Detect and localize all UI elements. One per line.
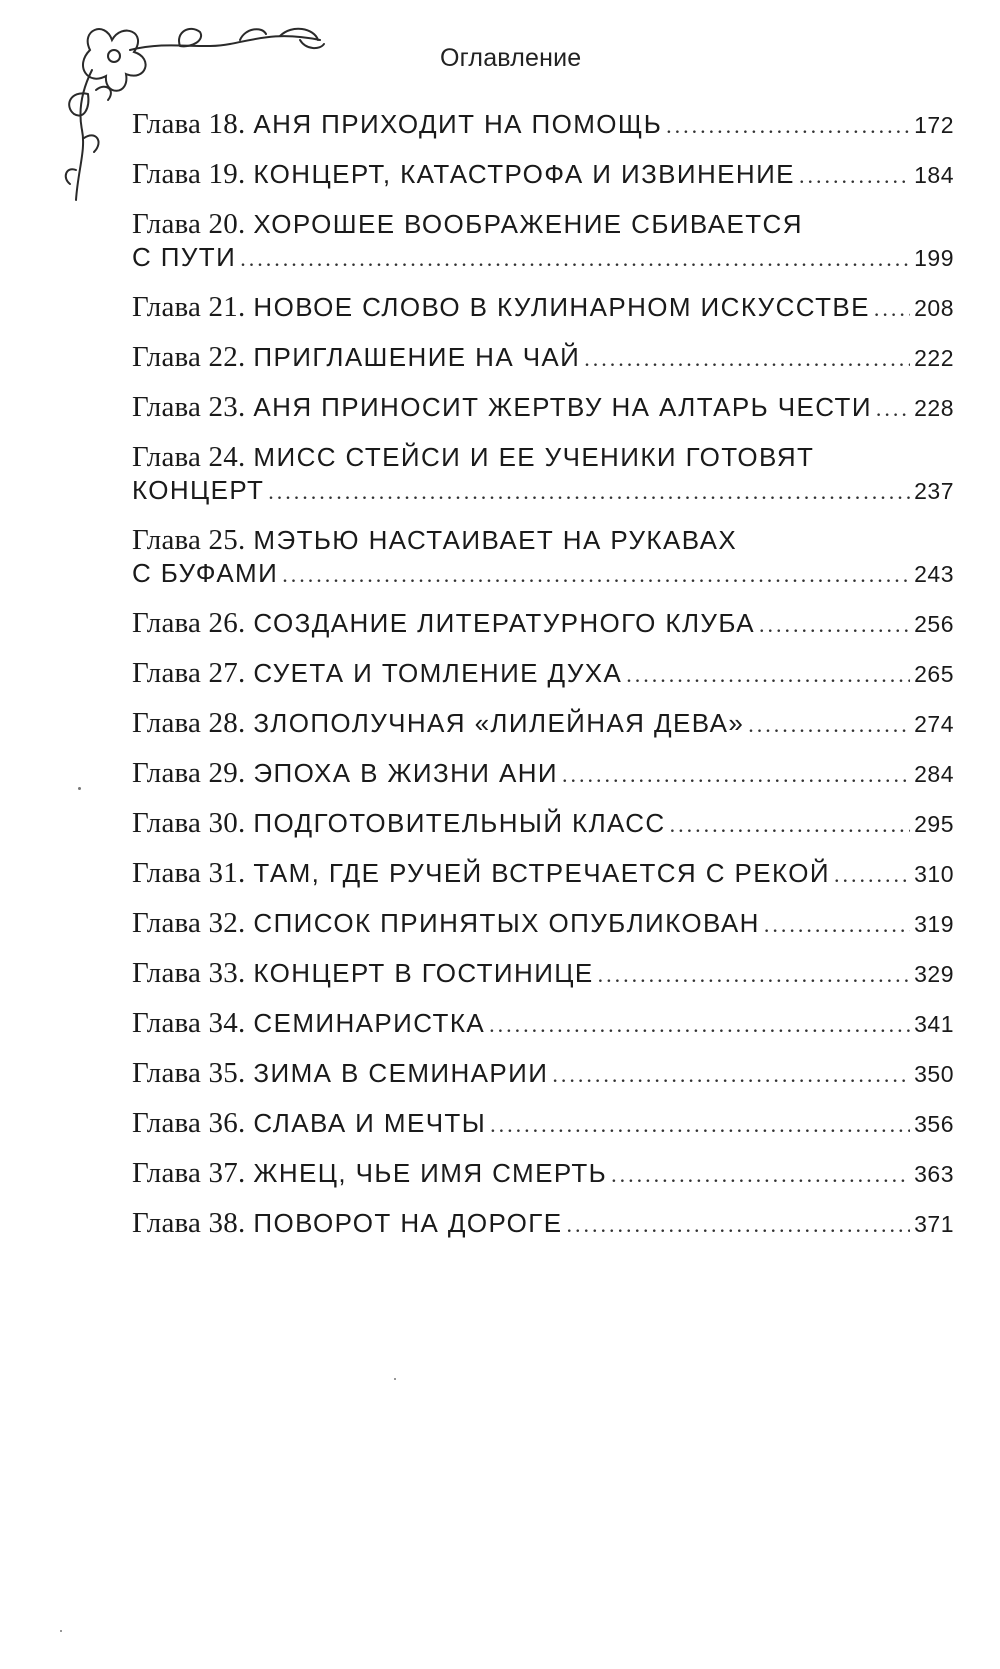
dot-leader (562, 758, 910, 791)
toc-entry (132, 907, 954, 941)
dot-leader (748, 708, 910, 741)
toc-entry (132, 607, 954, 641)
chapter-title: ЭПОХА В ЖИЗНИ АНИ (253, 758, 559, 788)
dot-leader (626, 658, 910, 691)
chapter-prefix: Глава 34. (132, 1007, 246, 1039)
page-number: 172 (914, 112, 954, 138)
dot-leader (764, 908, 910, 941)
chapter-prefix: Глава 32. (132, 907, 246, 939)
page-number: 295 (914, 811, 954, 837)
running-head: Оглавление (440, 44, 582, 72)
chapter-title: ПРИГЛАШЕНИЕ НА ЧАЙ (253, 342, 581, 372)
toc-entry (132, 807, 954, 841)
chapter-title: ХОРОШЕЕ ВООБРАЖЕНИЕ СБИВАЕТСЯ (253, 209, 803, 239)
dot-leader (611, 1158, 910, 1191)
chapter-title: СЕМИНАРИСТКА (253, 1008, 486, 1038)
chapter-title: СУЕТА И ТОМЛЕНИЕ ДУХА (253, 658, 623, 688)
toc-entry (132, 757, 954, 791)
page-number: 208 (914, 295, 954, 321)
chapter-title: МИСС СТЕЙСИ И ЕЕ УЧЕНИКИ ГОТОВЯТ (253, 442, 815, 472)
page-number: 329 (914, 961, 954, 987)
chapter-title: ЖНЕЦ, ЧЬЕ ИМЯ СМЕРТЬ (253, 1158, 608, 1188)
chapter-prefix: Глава 23. (132, 391, 246, 423)
toc-entry (132, 291, 954, 325)
toc-entry (132, 957, 954, 991)
chapter-title: ЗЛОПОЛУЧНАЯ «ЛИЛЕЙНАЯ ДЕВА» (253, 708, 745, 738)
page-number: 274 (914, 711, 954, 737)
dot-leader (874, 292, 910, 325)
toc-entry (132, 857, 954, 891)
page-number: 199 (914, 245, 954, 271)
dot-leader (490, 1108, 910, 1141)
toc-entry (132, 1207, 954, 1241)
page-number: 350 (914, 1061, 954, 1087)
toc-entry (132, 524, 954, 591)
chapter-title: МЭТЬЮ НАСТАИВАЕТ НА РУКАВАХ (253, 525, 738, 555)
chapter-title-continuation: КОНЦЕРТ (132, 475, 265, 505)
chapter-title-continuation: С ПУТИ (132, 242, 237, 272)
table-of-contents (132, 108, 954, 1257)
chapter-prefix: Глава 19. (132, 158, 246, 190)
dot-leader (282, 558, 910, 591)
dot-leader (670, 808, 911, 841)
page-number: 356 (914, 1111, 954, 1137)
chapter-prefix: Глава 30. (132, 807, 246, 839)
chapter-title: АНЯ ПРИНОСИТ ЖЕРТВУ НА АЛТАРЬ ЧЕСТИ (253, 392, 872, 422)
chapter-prefix: Глава 31. (132, 857, 246, 889)
chapter-prefix: Глава 28. (132, 707, 246, 739)
dot-leader (666, 109, 910, 142)
print-speck (394, 1378, 396, 1380)
chapter-prefix: Глава 18. (132, 108, 246, 140)
chapter-prefix: Глава 26. (132, 607, 246, 639)
chapter-prefix: Глава 24. (132, 441, 246, 473)
chapter-prefix: Глава 20. (132, 208, 246, 240)
toc-entry (132, 1007, 954, 1041)
chapter-prefix: Глава 29. (132, 757, 246, 789)
dot-leader (584, 342, 910, 375)
toc-entry (132, 1057, 954, 1091)
chapter-title: АНЯ ПРИХОДИТ НА ПОМОЩЬ (253, 109, 663, 139)
page-number: 371 (914, 1211, 954, 1237)
page-number: 363 (914, 1161, 954, 1187)
chapter-title: ЗИМА В СЕМИНАРИИ (253, 1058, 549, 1088)
dot-leader (489, 1008, 910, 1041)
chapter-title: СЛАВА И МЕЧТЫ (253, 1108, 487, 1138)
dot-leader (759, 608, 910, 641)
page-number: 319 (914, 911, 954, 937)
toc-entry (132, 441, 954, 508)
page-number: 265 (914, 661, 954, 687)
dot-leader (240, 242, 910, 275)
page-number: 222 (914, 345, 954, 371)
dot-leader (598, 958, 910, 991)
toc-entry (132, 1107, 954, 1141)
toc-entry (132, 1157, 954, 1191)
chapter-prefix: Глава 37. (132, 1157, 246, 1189)
toc-entry (132, 158, 954, 192)
chapter-prefix: Глава 27. (132, 657, 246, 689)
chapter-title-continuation: С БУФАМИ (132, 558, 279, 588)
chapter-title: ПОВОРОТ НА ДОРОГЕ (253, 1208, 563, 1238)
dot-leader (552, 1058, 910, 1091)
page-number: 284 (914, 761, 954, 787)
chapter-title: КОНЦЕРТ, КАТАСТРОФА И ИЗВИНЕНИЕ (253, 159, 795, 189)
chapter-prefix: Глава 21. (132, 291, 246, 323)
chapter-title: КОНЦЕРТ В ГОСТИНИЦЕ (253, 958, 594, 988)
chapter-prefix: Глава 36. (132, 1107, 246, 1139)
chapter-prefix: Глава 25. (132, 524, 246, 556)
chapter-title: НОВОЕ СЛОВО В КУЛИНАРНОМ ИСКУССТВЕ (253, 292, 870, 322)
page-number: 228 (914, 395, 954, 421)
dot-leader (268, 475, 910, 508)
print-speck (78, 787, 81, 790)
dot-leader (567, 1208, 911, 1241)
chapter-title: ТАМ, ГДЕ РУЧЕЙ ВСТРЕЧАЕТСЯ С РЕКОЙ (253, 858, 830, 888)
chapter-title: СПИСОК ПРИНЯТЫХ ОПУБЛИКОВАН (253, 908, 760, 938)
toc-entry (132, 707, 954, 741)
page-number: 237 (914, 478, 954, 504)
page-number: 256 (914, 611, 954, 637)
toc-entry (132, 391, 954, 425)
dot-leader (834, 858, 910, 891)
chapter-prefix: Глава 35. (132, 1057, 246, 1089)
print-speck (60, 1630, 62, 1632)
toc-entry (132, 341, 954, 375)
page-number: 184 (914, 162, 954, 188)
page-number: 341 (914, 1011, 954, 1037)
chapter-prefix: Глава 38. (132, 1207, 246, 1239)
toc-entry (132, 108, 954, 142)
chapter-title: СОЗДАНИЕ ЛИТЕРАТУРНОГО КЛУБА (253, 608, 755, 638)
dot-leader (876, 392, 910, 425)
page-number: 310 (914, 861, 954, 887)
toc-entry (132, 208, 954, 275)
dot-leader (799, 159, 910, 192)
toc-entry (132, 657, 954, 691)
chapter-prefix: Глава 33. (132, 957, 246, 989)
page-number: 243 (914, 561, 954, 587)
chapter-title: ПОДГОТОВИТЕЛЬНЫЙ КЛАСС (253, 808, 666, 838)
chapter-prefix: Глава 22. (132, 341, 246, 373)
